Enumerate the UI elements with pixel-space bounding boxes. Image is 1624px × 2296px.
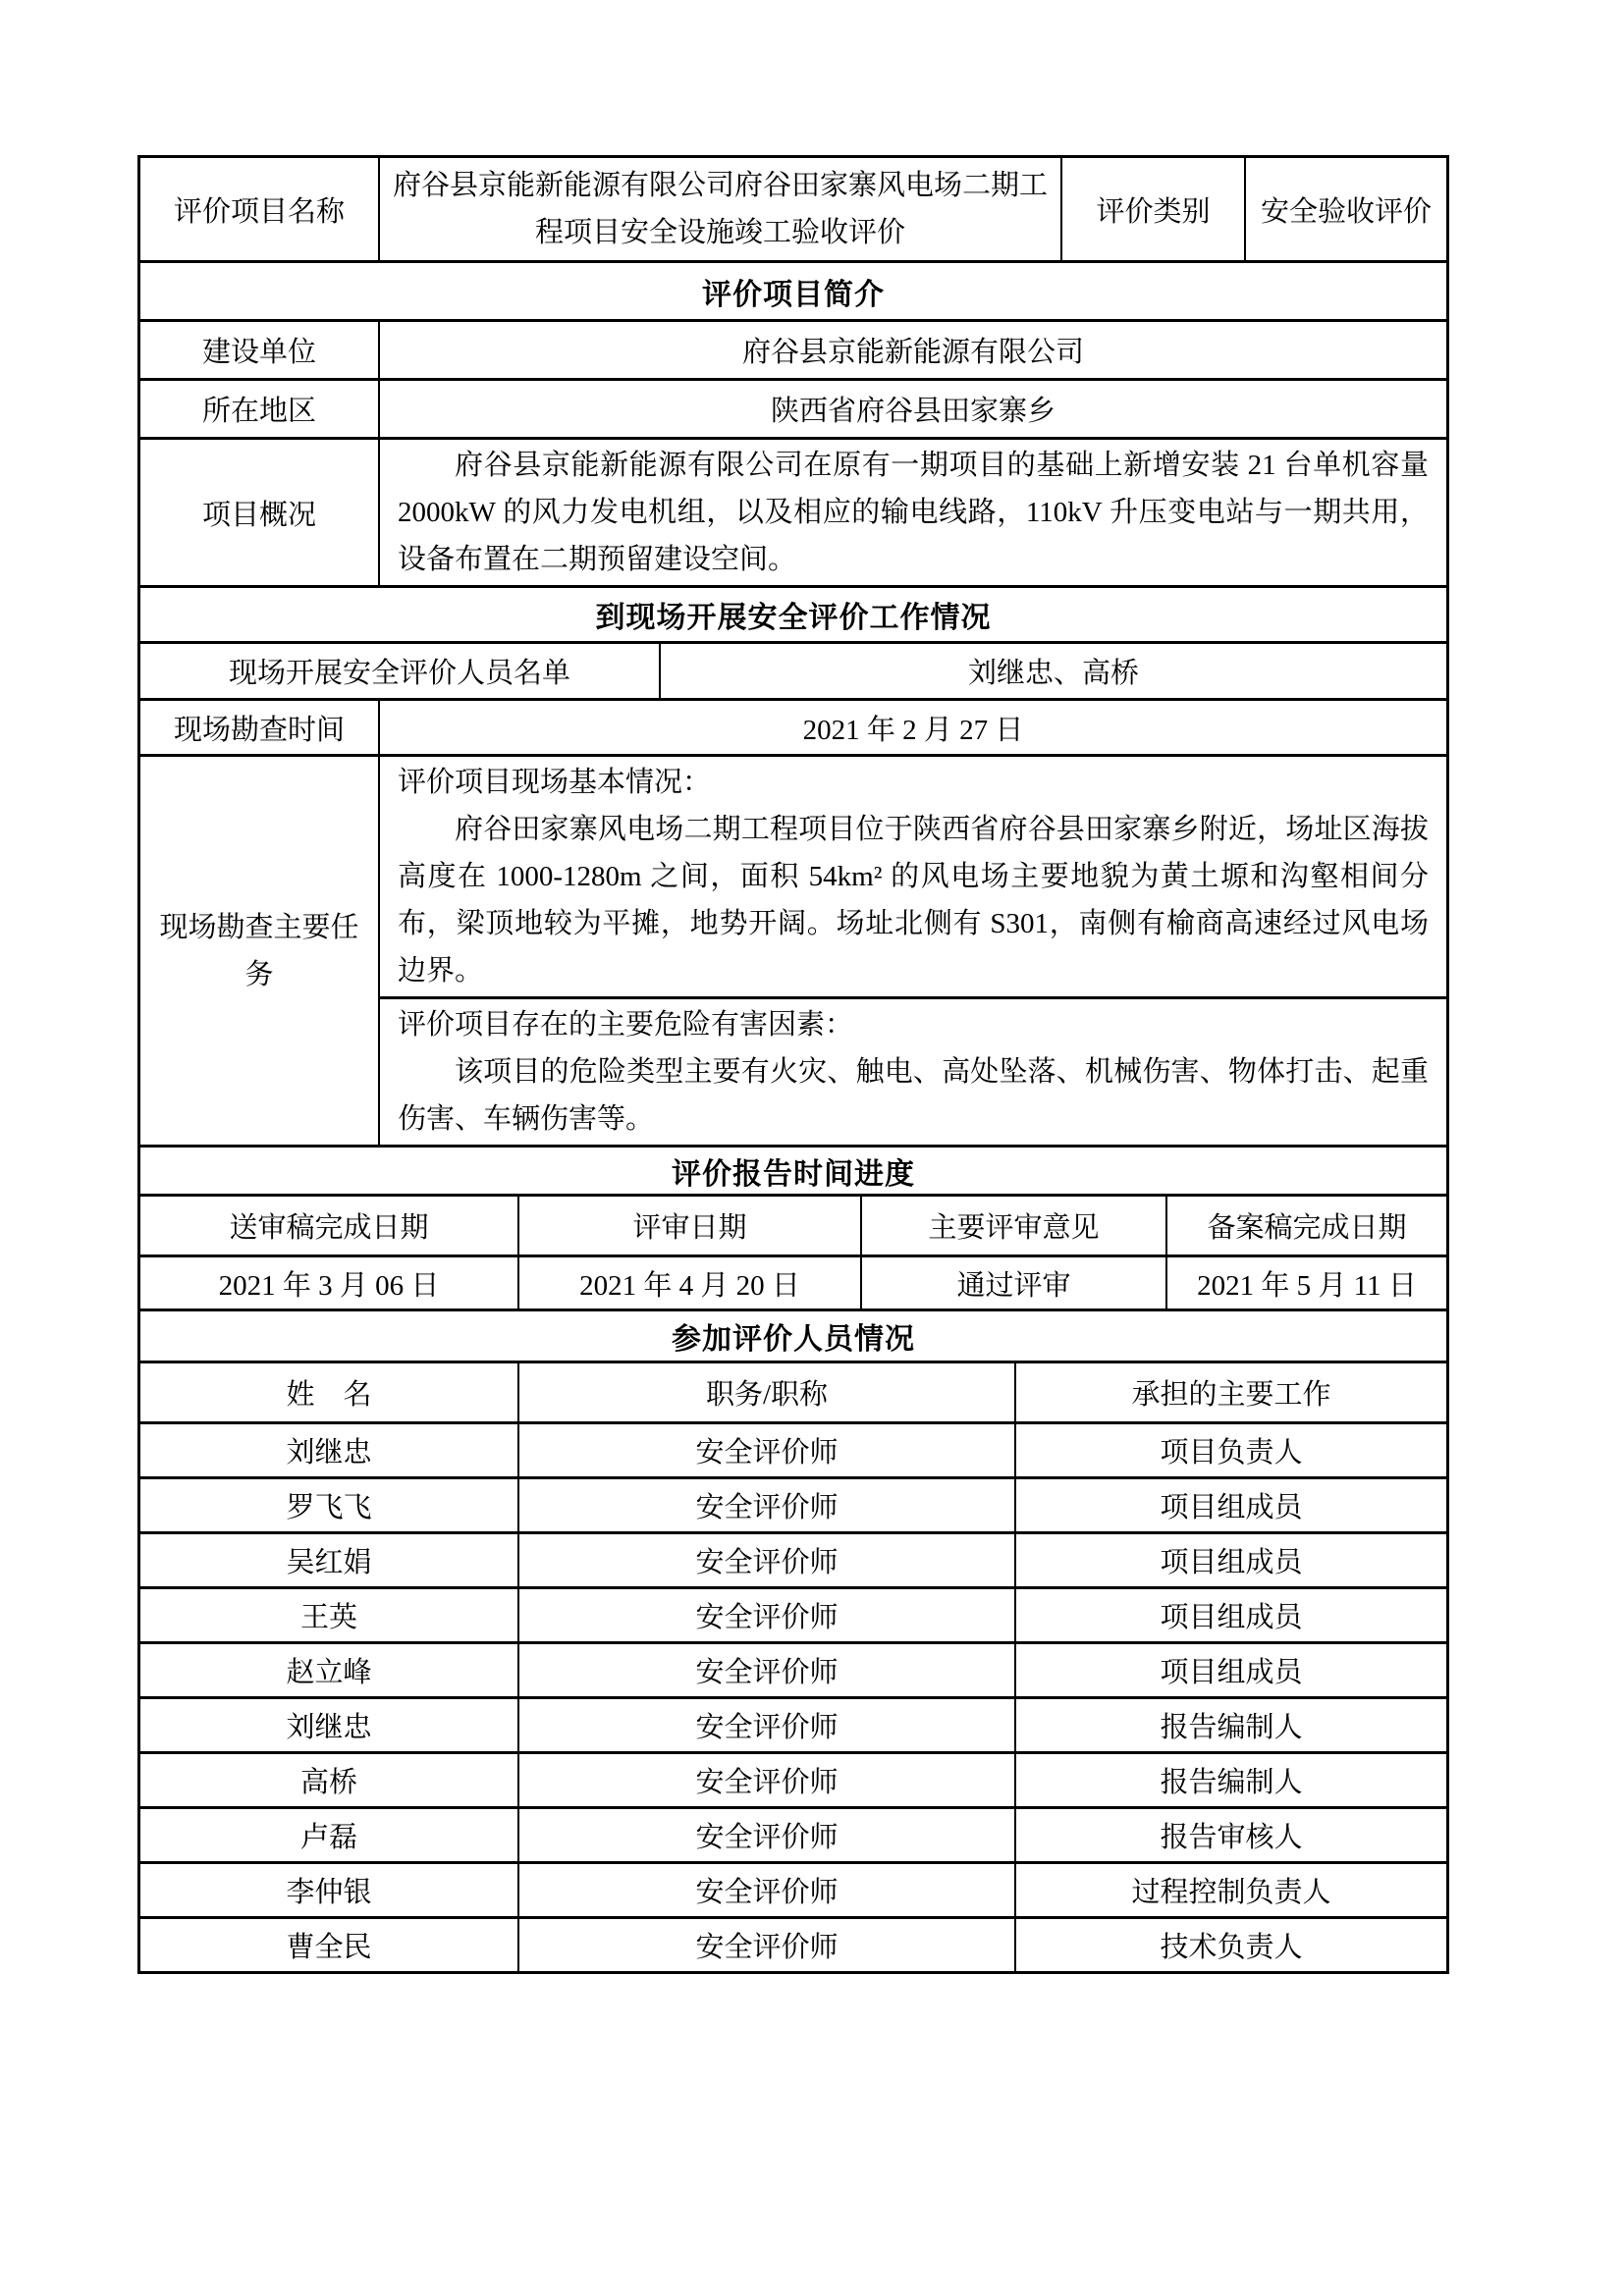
staff-title: 安全评价师 — [517, 1534, 1014, 1586]
site-staff-value: 刘继忠、高桥 — [659, 644, 1446, 698]
staff-header-work: 承担的主要工作 — [1014, 1363, 1446, 1421]
staff-work: 报告审核人 — [1014, 1809, 1446, 1861]
staff-title: 安全评价师 — [517, 1644, 1014, 1696]
staff-header-title: 职务/职称 — [517, 1363, 1014, 1421]
builder-value: 府谷县京能新能源有限公司 — [378, 322, 1446, 378]
staff-row — [140, 1476, 1446, 1531]
staff-row — [140, 1696, 1446, 1751]
overview-row — [140, 437, 1446, 585]
survey-task-row — [140, 754, 1446, 1145]
region-label: 所在地区 — [201, 396, 316, 427]
site-hazard-text: 该项目的危险类型主要有火灾、触电、高处坠落、机械伤害、物体打击、起重伤害、车辆伤害等。 — [398, 1056, 1429, 1135]
site-basic-text: 府谷田家寨风电场二期工程项目位于陕西省府谷县田家寨乡附近，场址区海拔高度在 1000-1280m 之间，面积 54km² 的风电场主要地貌为黄土塬和沟壑相间分布，梁顶地较为平摊，地势开阔。场址北侧有 S301，南侧有榆商高速经过风电场边界。 — [398, 814, 1429, 987]
schedule-header-review-date: 评审日期 — [517, 1197, 860, 1255]
survey-task-label-text: 现场勘查主要任务 — [159, 911, 359, 990]
staff-name: 刘继忠 — [286, 1437, 372, 1468]
staff-work: 报告编制人 — [1014, 1699, 1446, 1751]
survey-time-row — [140, 698, 1446, 754]
site-staff-row — [140, 641, 1446, 698]
project-name-text: 府谷县京能新能源有限公司府谷田家寨风电场二期工程项目安全设施竣工验收评价 — [392, 170, 1048, 248]
schedule-header-record-date: 备案稿完成日期 — [1165, 1197, 1446, 1255]
staff-title: 安全评价师 — [517, 1589, 1014, 1641]
evaluation-summary-table — [137, 155, 1449, 1974]
staff-work: 报告编制人 — [1014, 1754, 1446, 1806]
staff-work: 项目组成员 — [1014, 1479, 1446, 1531]
staff-title: 安全评价师 — [517, 1809, 1014, 1861]
site-basic-title: 评价项目现场基本情况： — [398, 767, 712, 798]
staff-work: 项目组成员 — [1014, 1534, 1446, 1586]
schedule-review-date: 2021 年 4 月 20 日 — [517, 1257, 860, 1308]
staff-work: 过程控制负责人 — [1014, 1864, 1446, 1916]
staff-row — [140, 1861, 1446, 1916]
site-hazard-title: 评价项目存在的主要危险有害因素： — [398, 1009, 854, 1041]
staff-work: 项目负责人 — [1014, 1424, 1446, 1476]
survey-task-label — [140, 757, 378, 1145]
staff-name: 李仲银 — [286, 1877, 372, 1908]
builder-label: 建设单位 — [201, 337, 316, 368]
staff-row — [140, 1586, 1446, 1641]
staff-name: 卢磊 — [299, 1822, 357, 1853]
schedule-draft-date: 2021 年 3 月 06 日 — [218, 1269, 440, 1302]
overview-cell — [378, 440, 1446, 585]
staff-header-row — [140, 1361, 1446, 1421]
site-section-row — [140, 585, 1446, 641]
staff-title: 安全评价师 — [517, 1424, 1014, 1476]
staff-title: 安全评价师 — [517, 1699, 1014, 1751]
survey-time-value: 2021 年 2 月 27 日 — [378, 701, 1446, 754]
schedule-header-draft-date: 送审稿完成日期 — [229, 1212, 429, 1244]
site-hazard-cell — [380, 996, 1446, 1145]
staff-name: 刘继忠 — [286, 1712, 372, 1743]
schedule-review-opinion: 通过评审 — [860, 1257, 1165, 1308]
evaluation-type-label: 评价类别 — [1060, 158, 1244, 260]
survey-task-content — [378, 757, 1446, 1145]
region-value: 陕西省府谷县田家寨乡 — [378, 381, 1446, 437]
staff-title: 安全评价师 — [517, 1754, 1014, 1806]
staff-row — [140, 1751, 1446, 1806]
schedule-record-date: 2021 年 5 月 11 日 — [1165, 1257, 1446, 1308]
staff-name: 王英 — [299, 1602, 357, 1633]
staff-section-row — [140, 1308, 1446, 1361]
project-name-value — [378, 158, 1060, 260]
schedule-header-row — [140, 1194, 1446, 1255]
staff-name: 赵立峰 — [286, 1657, 372, 1688]
staff-name: 吴红娟 — [286, 1547, 372, 1578]
overview-text: 府谷县京能新能源有限公司在原有一期项目的基础上新增安装 21 台单机容量 2000kW 的风力发电机组，以及相应的输电线路，110kV 升压变电站与一期共用，设备布置在二期预留建设空间。 — [398, 450, 1429, 575]
overview-label: 项目概况 — [201, 499, 316, 531]
site-section-title: 到现场开展安全评价工作情况 — [595, 602, 992, 634]
schedule-section-row — [140, 1145, 1446, 1194]
staff-row — [140, 1421, 1446, 1476]
staff-name: 曹全民 — [286, 1932, 372, 1963]
staff-row — [140, 1806, 1446, 1861]
site-staff-label: 现场开展安全评价人员名单 — [228, 658, 570, 689]
schedule-value-row — [140, 1255, 1446, 1308]
project-title-row — [140, 158, 1446, 260]
staff-title: 安全评价师 — [517, 1864, 1014, 1916]
staff-work: 项目组成员 — [1014, 1589, 1446, 1641]
schedule-header-review-opinion: 主要评审意见 — [860, 1197, 1165, 1255]
evaluation-type-value: 安全验收评价 — [1244, 158, 1446, 260]
staff-title: 安全评价师 — [517, 1479, 1014, 1531]
staff-row — [140, 1641, 1446, 1696]
staff-work: 项目组成员 — [1014, 1644, 1446, 1696]
staff-section-title: 参加评价人员情况 — [672, 1323, 915, 1356]
region-row — [140, 378, 1446, 437]
intro-section-row — [140, 260, 1446, 319]
staff-title: 安全评价师 — [517, 1919, 1014, 1971]
staff-row — [140, 1531, 1446, 1586]
staff-header-name: 姓 名 — [286, 1379, 372, 1411]
survey-time-label: 现场勘查时间 — [173, 714, 345, 746]
intro-section-title: 评价项目简介 — [702, 278, 885, 311]
staff-row — [140, 1916, 1446, 1971]
staff-work: 技术负责人 — [1014, 1919, 1446, 1971]
schedule-section-title: 评价报告时间进度 — [672, 1157, 915, 1191]
project-name-label: 评价项目名称 — [173, 195, 345, 228]
staff-name: 罗飞飞 — [286, 1492, 372, 1523]
builder-row — [140, 319, 1446, 378]
site-basic-cell — [380, 757, 1446, 996]
staff-name: 高桥 — [299, 1767, 357, 1798]
